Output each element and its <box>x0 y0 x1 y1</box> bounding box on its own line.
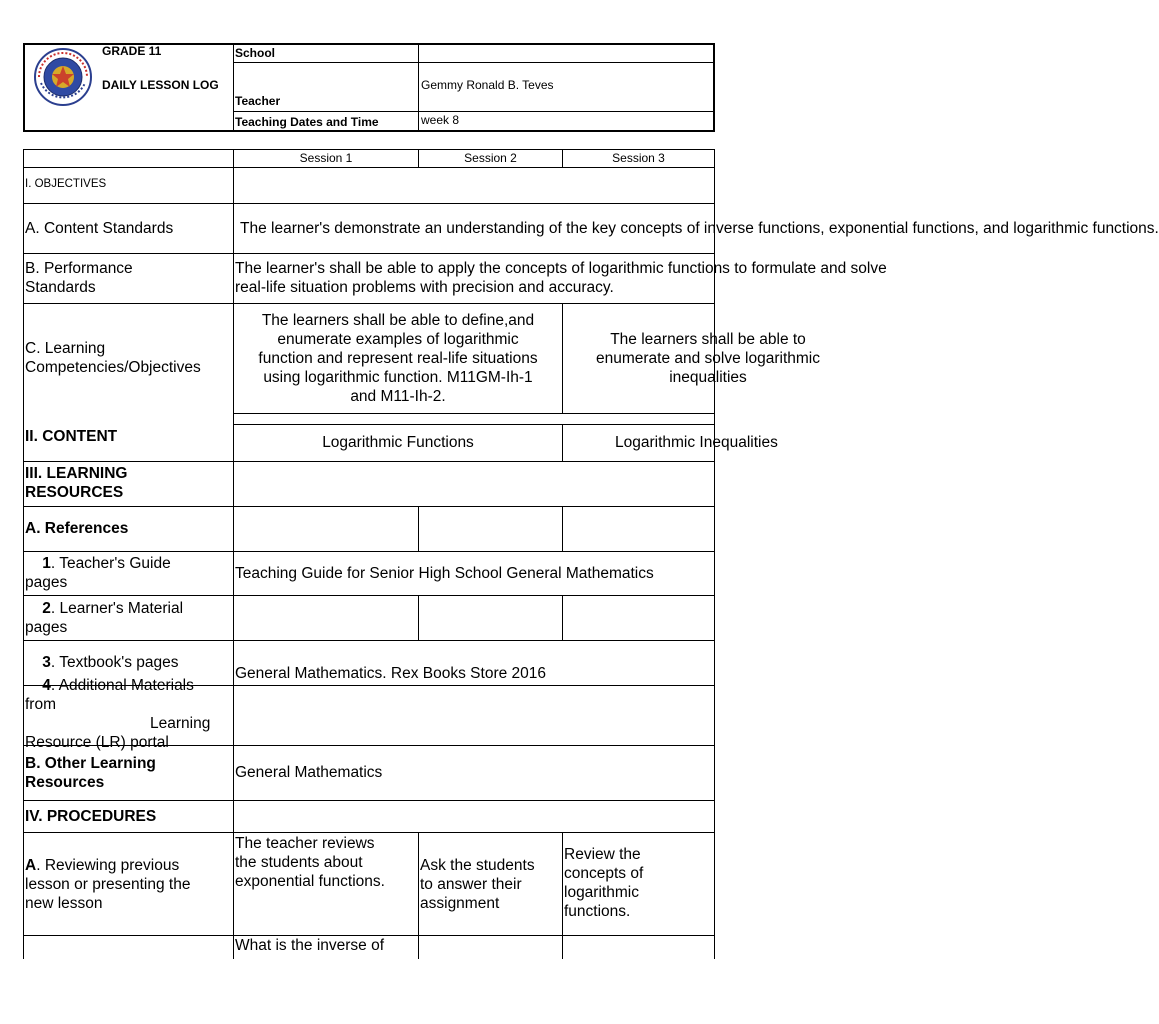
review-label-text: . Reviewing previous <box>36 857 180 874</box>
content-s1: Logarithmic Functions <box>322 434 474 451</box>
review-s3-line-2: concepts of <box>564 865 644 882</box>
review-s1-line-1: The teacher reviews <box>235 835 375 852</box>
lm-label-text: . Learner's Material <box>50 600 184 617</box>
am-label-4: Resource (LR) portal <box>25 734 169 751</box>
review-s3-line-4: functions. <box>564 903 631 920</box>
competencies-s3-line-2: enumerate and solve logarithmic <box>595 350 820 367</box>
resources-heading-1: III. LEARNING <box>25 465 128 482</box>
lm-num: 2 <box>42 600 51 617</box>
content-heading: II. CONTENT <box>25 428 118 445</box>
tb-label <box>25 653 178 672</box>
content-standards-label: A. Content Standards <box>25 220 174 237</box>
review-s3-line-1: Review the <box>564 846 641 863</box>
session-2-header: Session 2 <box>464 151 517 165</box>
other-label-2: Resources <box>25 774 105 791</box>
references-heading: A. References <box>25 520 129 537</box>
performance-label-2: Standards <box>25 279 96 296</box>
competencies-s3-line-3: inequalities <box>669 369 747 386</box>
resources-heading-2: RESOURCES <box>25 484 124 501</box>
performance-value-2: real-life situation problems with precision and accuracy. <box>235 279 614 296</box>
objectives-heading: I. OBJECTIVES <box>25 178 107 190</box>
competencies-label-2: Competencies/Objectives <box>25 359 201 376</box>
other-value: General Mathematics <box>235 764 383 781</box>
tg-value: Teaching Guide for Senior High School General Mathematics <box>235 565 654 582</box>
tg-num: 1 <box>42 555 51 572</box>
performance-label-1: B. Performance <box>25 260 133 277</box>
lm-label-2: pages <box>25 619 68 636</box>
tb-value: General Mathematics. Rex Books Store 2016 <box>235 665 547 682</box>
review-s3-line-3: logarithmic <box>564 884 639 901</box>
review-s2-line-3: assignment <box>420 895 500 912</box>
competencies-s1-line-5: and M11-Ih-2. <box>350 388 446 405</box>
school-label: School <box>235 46 276 60</box>
competencies-s1-line-3: function and represent real-life situations <box>258 350 538 367</box>
review-label-3: new lesson <box>25 895 103 912</box>
lm-label-1 <box>25 599 183 618</box>
competencies-s1-line-4: using logarithmic function. M11GM-Ih-1 <box>263 369 533 386</box>
competencies-s3-line-1: The learners shall be able to <box>610 331 806 348</box>
review-s1-line-3: exponential functions. <box>235 873 385 890</box>
am-label-1 <box>25 676 194 695</box>
tg-label-1 <box>25 554 171 573</box>
session-1-header: Session 1 <box>299 151 353 165</box>
procedures-heading: IV. PROCEDURES <box>25 808 157 825</box>
teacher-label: Teacher <box>235 94 281 108</box>
am-label-3: Learning <box>150 715 211 732</box>
am-label-2: from <box>25 696 56 713</box>
grade-label: GRADE 11 <box>102 44 162 58</box>
review-s1-line-2: the students about <box>235 854 363 871</box>
tg-label-2: pages <box>25 574 68 591</box>
deped-seal-icon <box>33 47 93 107</box>
log-title: DAILY LESSON LOG <box>102 78 219 92</box>
dates-label: Teaching Dates and Time <box>235 115 379 129</box>
review-label-2: lesson or presenting the <box>25 876 191 893</box>
review-label-1 <box>25 856 179 875</box>
am-num: 4 <box>42 677 51 694</box>
review-s2-line-1: Ask the students <box>420 857 535 874</box>
performance-value-1: The learner's shall be able to apply the concepts of logarithmic functions to formulate and solve <box>235 260 887 277</box>
additional-materials-cell <box>24 677 233 751</box>
competencies-label-1: C. Learning <box>25 340 106 357</box>
review-prefix: A <box>25 857 37 874</box>
content-standards-value: The learner's demonstrate an understanding of the key concepts of inverse functions, exponential functions, and logarithmic functions. <box>240 220 1159 237</box>
dates-value: week 8 <box>421 113 460 127</box>
competencies-s1-line-1: The learners shall be able to define,and <box>261 312 535 329</box>
tg-label-text: . Teacher's Guide <box>50 555 171 572</box>
tb-num: 3 <box>42 654 51 671</box>
tb-label-text: . Textbook's pages <box>50 654 179 671</box>
session-3-header: Session 3 <box>612 151 665 165</box>
teacher-value: Gemmy Ronald B. Teves <box>421 78 554 92</box>
competencies-s1-line-2: enumerate examples of logarithmic <box>277 331 519 348</box>
other-label-1: B. Other Learning <box>25 755 156 772</box>
content-s3: Logarithmic Inequalities <box>615 434 778 451</box>
next-s1-line-1: What is the inverse of <box>235 937 385 954</box>
review-s2-line-2: to answer their <box>420 876 522 893</box>
am-label-text: . Additional Materials <box>50 677 194 694</box>
